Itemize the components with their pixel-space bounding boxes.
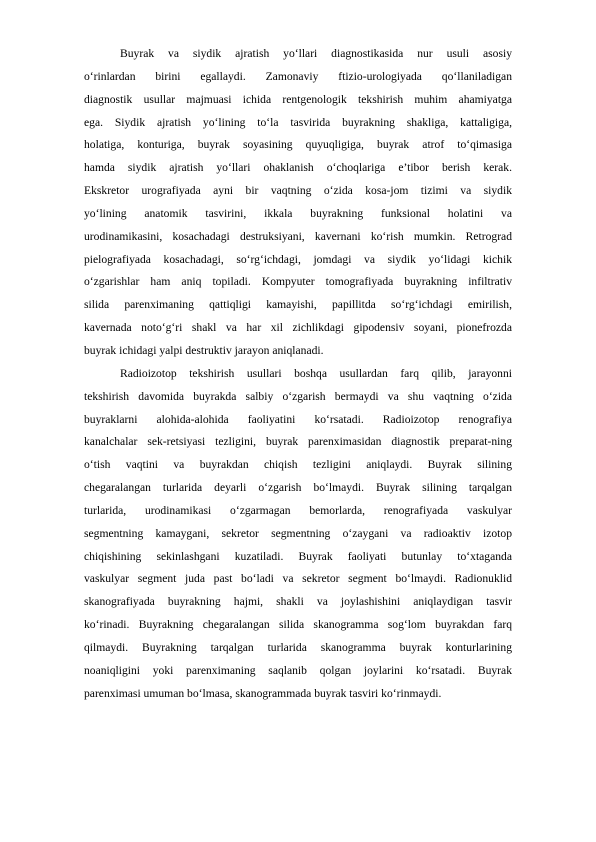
paragraph-line: buyraklarni alohida-alohida faoliyatini ko‘rsatadi. Radioizotop renografiya [84,412,512,426]
paragraph-line: holatiga, konturiga, buyrak soyasining quyuqligiga, buyrak atrof to‘qimasiga [84,138,512,152]
paragraph-line: Radioizotop tekshirish usullari boshqa usullardan farq qilib, jarayonni [120,366,512,380]
paragraph-line: ega. Siydik ajratish yo‘lining to‘la tasvirida buyrakning shakliga, kattaligiga, [84,115,512,129]
paragraph-radioisotope-methods [84,363,512,706]
paragraph-line: tekshirish davomida buyrakda salbiy o‘zgarish bermaydi va shu vaqtning o‘zida [84,389,512,403]
paragraph-line: kavernada noto‘g‘ri shakl va har xil zichlikdagi gipodensiv soyani, pionefrozda [84,321,512,335]
paragraph-line: chiqishining sekinlashgani kuzatiladi. Buyrak faoliyati butunlay to‘xtaganda [84,549,512,563]
paragraph-line: parenximasi umuman bo‘lmasa, skanogrammada buyrak tasviri ko‘rinmaydi. [84,686,442,700]
paragraph-line: chegaralangan turlarida deyarli o‘zgarish bo‘lmaydi. Buyrak silining tarqalgan [84,481,512,495]
paragraph-line: ko‘rinadi. Buyrakning chegaralangan silida skanogramma sog‘lom buyrakdan farq [84,618,512,632]
paragraph-line: qilmaydi. Buyrakning tarqalgan turlarida skanogramma buyrak konturlarining [84,640,512,654]
document-body [84,43,512,705]
paragraph-line: silida parenximaning qattiqligi kamayishi, papillitda so‘rg‘ichdagi emirilish, [84,298,512,312]
paragraph-line: skanografiyada buyrakning hajmi, shakli va joylashishini aniqlaydigan tasvir [84,595,512,609]
paragraph-line: Buyrak va siydik ajratish yo‘llari diagnostikasida nur usuli asosiy [120,47,512,60]
paragraph-line: o‘tish vaqtini va buyrakdan chiqish tezligini aniqlaydi. Buyrak silining [84,458,512,472]
paragraph-line: kanalchalar sek-retsiyasi tezligini, buyrak parenximasidan diagnostik preparat-ning [84,435,512,449]
paragraph-line: yo‘lining anatomik tasvirini, ikkala buyrakning funksional holatini va [84,206,512,220]
paragraph-line: vaskulyar segment juda past bo‘ladi va sekretor segment bo‘lmaydi. Radionuklid [84,572,512,586]
paragraph-line: diagnostik usullar majmuasi ichida rentgenologik tekshirish muhim ahamiyatga [84,92,512,106]
paragraph-line: o‘rinlardan birini egallaydi. Zamonaviy ftizio-urologiyada qo‘llaniladigan [84,69,512,83]
paragraph-line: turlarida, urodinamikasi o‘zgarmagan bemorlarda, renografiyada vaskulyar [84,503,512,517]
paragraph-line: urodinamikasini, kosachadagi destruksiyani, kavernani ko‘rish mumkin. Retrograd [84,229,512,243]
paragraph-line: buyrak ichidagi yalpi destruktiv jarayon aniqlanadi. [84,343,324,357]
paragraph-line: Ekskretor urografiyada ayni bir vaqtning o‘zida kosa-jom tizimi va siydik [84,184,512,198]
paragraph-line: pielografiyada kosachadagi, so‘rg‘ichdagi, jomdagi va siydik yo‘lidagi kichik [84,252,512,266]
paragraph-line: segmentning kamaygani, sekretor segmentning o‘zaygani va radioaktiv izotop [84,526,512,540]
paragraph-line: noaniqligini yoki parenximaning saqlanib qolgan joylarini ko‘rsatadi. Buyrak [84,663,512,677]
paragraph-line: o‘zgarishlar ham aniq topiladi. Kompyuter tomografiyada buyrakning infiltrativ [84,275,512,289]
paragraph-x-ray-methods [84,43,512,363]
paragraph-line: hamda siydik ajratish yo‘llari ohaklanish o‘choqlariga e’tibor berish kerak. [84,161,512,175]
